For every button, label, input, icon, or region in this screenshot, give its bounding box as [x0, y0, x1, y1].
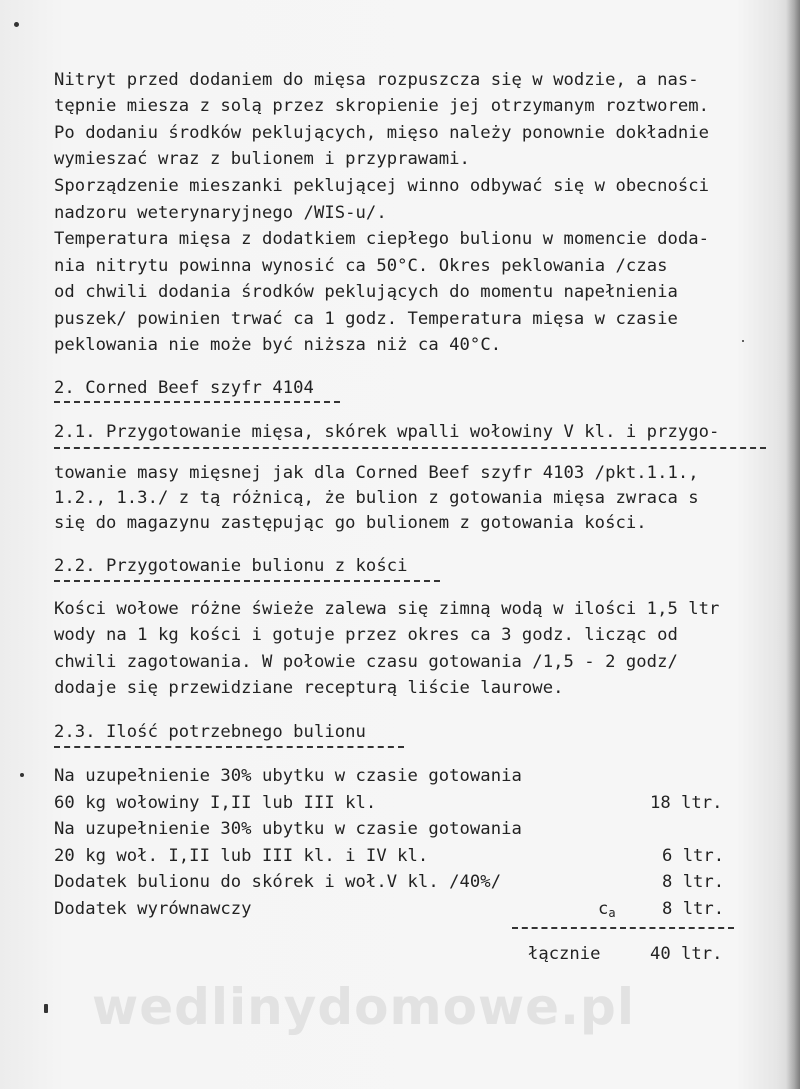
- text-fragment: peklowania nie może być niższa niż ca 40: [54, 335, 470, 355]
- approx-marker: $c_a$: [598, 899, 616, 920]
- text-line: się do magazynu zastępując go bulionem z gotowania kości.: [54, 513, 647, 533]
- text-line: puszek/ powinien trwać ca 1 godz. Temperatura mięsa w czasie: [54, 309, 678, 329]
- total-label: łącznie: [528, 944, 601, 964]
- text-line: Temperatura mięsa z dodatkiem ciepłego bulionu w momencie doda-: [54, 229, 710, 249]
- text-line: Nitryt przed dodaniem do mięsa rozpuszcza się w wodzie, a nas-: [54, 70, 699, 90]
- list-item-text: Dodatek bulionu do skórek i woł.V kl. /40%/: [54, 872, 502, 892]
- heading-underline: [54, 447, 766, 449]
- total-amount: 40 ltr.: [650, 944, 723, 964]
- text-line: Kości wołowe różne świeże zalewa się zimną wodą w ilości 1,5 ltr: [54, 599, 720, 619]
- watermark: wedlinydomowe.pl: [92, 978, 635, 1036]
- text-line: Sporządzenie mieszanki peklującej winno odbywać się w obecności: [54, 176, 710, 196]
- text-line: [54, 337, 501, 354]
- scan-speck: [20, 773, 24, 777]
- degree-unit: °C.: [469, 335, 502, 355]
- section-heading: 2.1. Przygotowanie mięsa, skórek wpalli wołowiny V kl. i przygo-: [54, 422, 720, 442]
- text-line: tępnie miesza z solą przez skropienie jej otrzymanym roztworem.: [54, 96, 710, 116]
- list-item-text: 60 kg wołowiny I,II lub III kl.: [54, 793, 377, 813]
- heading-underline: [54, 746, 404, 748]
- text-line: wymieszać wraz z bulionem i przyprawami.: [54, 149, 470, 169]
- list-item-text: Na uzupełnienie 30% ubytku w czasie gotowania: [54, 766, 522, 786]
- text-line: od chwili dodania środków peklujących do momentu napełnienia: [54, 282, 678, 302]
- text-line: Po dodaniu środków peklujących, mięso należy ponownie dokładnie: [54, 123, 710, 143]
- text-line: towanie masy mięsnej jak dla Corned Beef szyfr 4103 /pkt.1.1.,: [54, 463, 699, 483]
- text-line: nadzoru weterynaryjnego /WIS-u/.: [54, 203, 387, 223]
- text-line: wody na 1 kg kości i gotuje przez okres ca 3 godz. licząc od: [54, 625, 678, 645]
- list-item-text: Na uzupełnienie 30% ubytku w czasie gotowania: [54, 819, 522, 839]
- text-fragment: nia nitrytu powinna wynosić ca 50: [54, 256, 398, 276]
- text-line: 1.2., 1.3./ z tą różnicą, że bulion z gotowania mięsa zwraca s: [54, 488, 699, 508]
- scan-edge-shadow: [786, 0, 800, 1089]
- scan-speck: [44, 1004, 48, 1013]
- list-item-text: 20 kg woł. I,II lub III kl. i IV kl.: [54, 846, 429, 866]
- section-heading: 2.3. Ilość potrzebnego bulionu: [54, 722, 366, 742]
- text-fragment: Okres peklowania /czas: [428, 256, 668, 276]
- list-item-amount: 8 ltr.: [662, 872, 725, 892]
- section-heading: 2.2. Przygotowanie bulionu z kości: [54, 556, 408, 576]
- total-rule: [512, 927, 734, 929]
- section-heading: 2. Corned Beef szyfr 4104: [54, 378, 314, 398]
- degree-unit: °C.: [397, 256, 429, 276]
- heading-underline: [54, 580, 440, 582]
- list-item-amount: 18 ltr.: [650, 793, 723, 813]
- list-item-text: Dodatek wyrównawczy: [54, 899, 252, 919]
- text-line: [54, 258, 668, 275]
- text-line: dodaje się przewidziane recepturą liście laurowe.: [54, 678, 564, 698]
- heading-underline: [54, 401, 340, 403]
- list-item-amount: 6 ltr.: [662, 846, 725, 866]
- text-line: chwili zagotowania. W połowie czasu gotowania /1,5 - 2 godz/: [54, 652, 678, 672]
- list-item-amount: 8 ltr.: [662, 899, 725, 919]
- scan-speck: [742, 340, 744, 342]
- scan-speck: [14, 22, 19, 27]
